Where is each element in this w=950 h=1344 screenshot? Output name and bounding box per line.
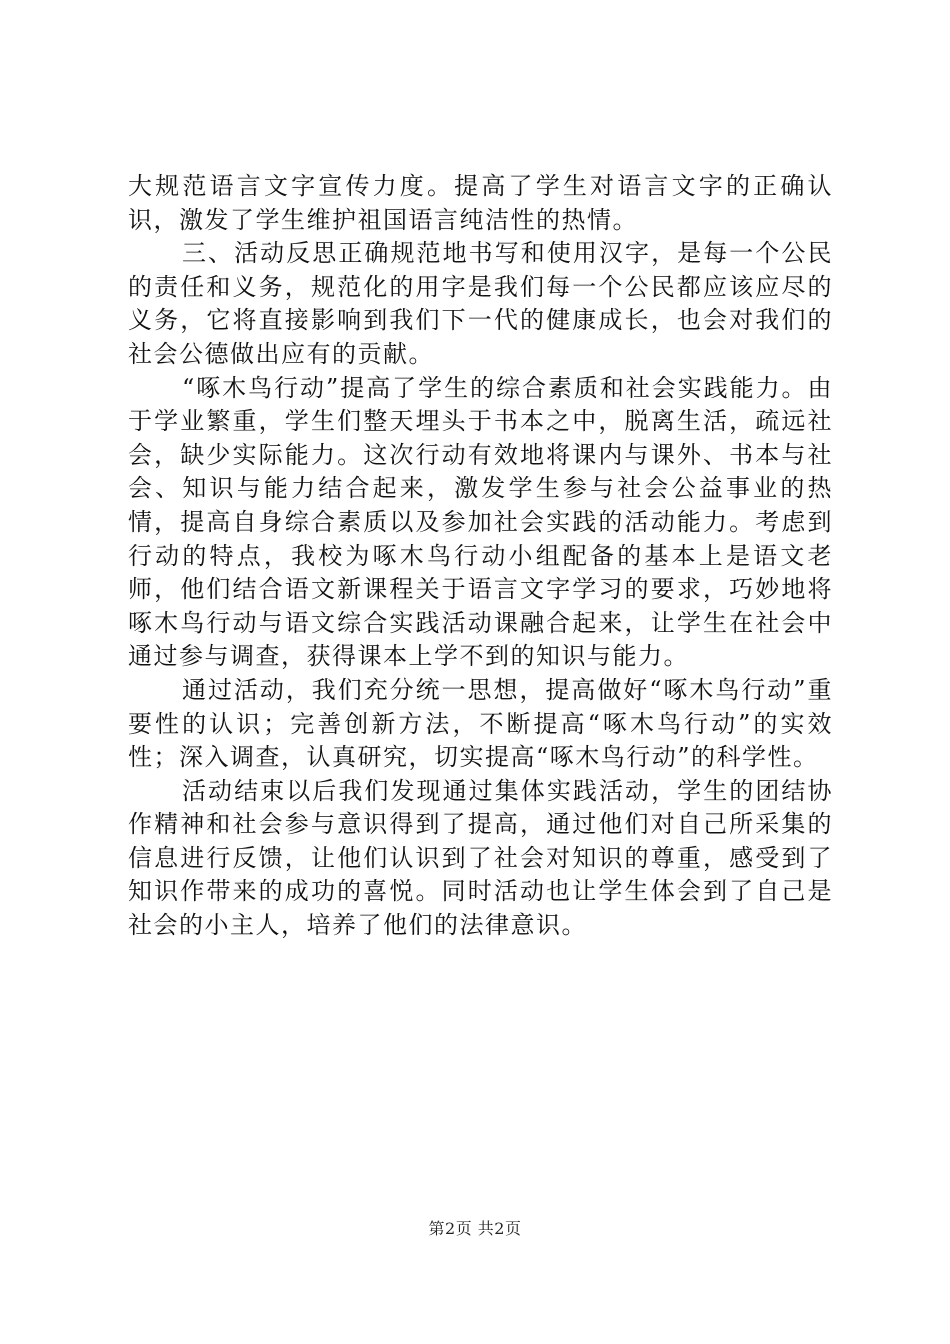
- paragraph-reflection: 三、活动反思正确规范地书写和使用汉字，是每一个公民的责任和义务，规范化的用字是我们每一个公民都应该应尽的义务，它将直接影响到我们下一代的健康成长，也会对我们的社会公德做出应有的贡献。: [128, 239, 833, 368]
- paragraph-conclusion: 活动结束以后我们发现通过集体实践活动，学生的团结协作精神和社会参与意识得到了提高，通过他们对自己所采集的信息进行反馈，让他们认识到了社会对知识的尊重，感受到了知识作带来的成功的喜悦。同时活动也让学生体会到了自己是社会的小主人，培养了他们的法律意识。: [128, 776, 833, 940]
- paragraph-through-activity: 通过活动，我们充分统一思想，提高做好“啄木鸟行动”重要性的认识；完善创新方法，不断提高“啄木鸟行动”的实效性；深入调查，认真研究，切实提高“啄木鸟行动”的科学性。: [128, 675, 833, 772]
- paragraph-continuation: 大规范语言文字宣传力度。提高了学生对语言文字的正确认识，激发了学生维护祖国语言纯洁性的热情。: [128, 172, 833, 234]
- document-body: [128, 170, 833, 943]
- paragraph-woodpecker-action: “啄木鸟行动”提高了学生的综合素质和社会实践能力。由于学业繁重，学生们整天埋头于书本之中，脱离生活，疏远社会，缺少实际能力。这次行动有效地将课内与课外、书本与社会、知识与能力结合起来，激发学生参与社会公益事业的热情，提高自身综合素质以及参加社会实践的活动能力。考虑到行动的特点，我校为啄木鸟行动小组配备的基本上是语文老师，他们结合语文新课程关于语言文字学习的要求，巧妙地将啄木鸟行动与语文综合实践活动课融合起来，让学生在社会中通过参与调查，获得课本上学不到的知识与能力。: [128, 373, 833, 671]
- page-footer: 第2页 共2页: [428, 1219, 522, 1238]
